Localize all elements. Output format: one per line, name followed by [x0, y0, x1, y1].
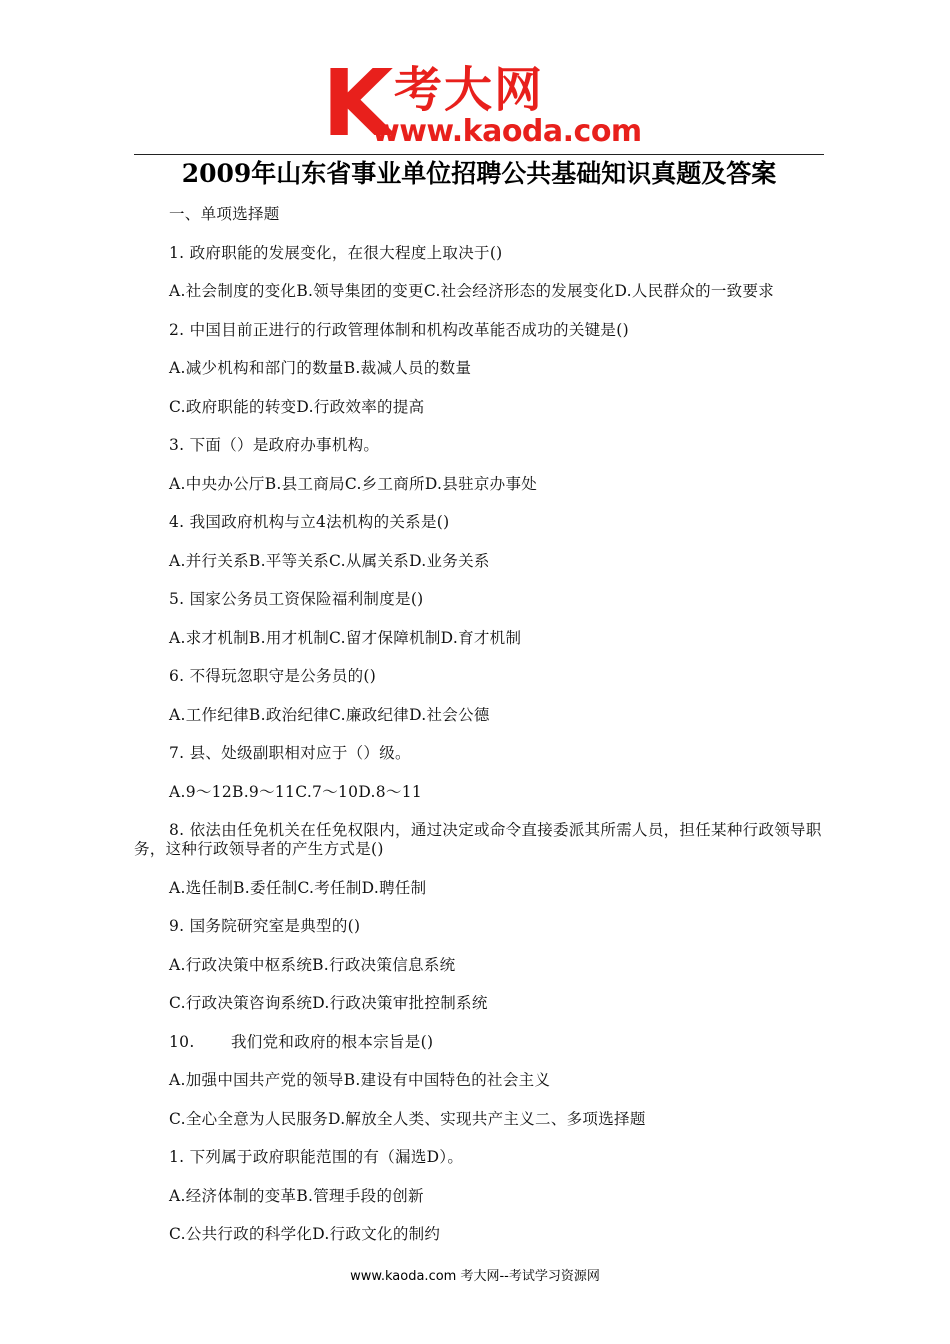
question-7-options: A.9～12B.9～11C.7～10D.8～11: [169, 782, 423, 801]
question-10-text: 我们党和政府的根本宗旨是(): [231, 1032, 434, 1051]
question-3-options: A.中央办公厅B.县工商局C.乡工商所D.县驻京办事处: [169, 474, 538, 493]
page-footer: www.kaoda.com 考大网--考试学习资源网: [350, 1269, 600, 1284]
multi-question-1: 1. 下列属于政府职能范围的有（漏选D）。: [169, 1148, 464, 1166]
question-9-options-cd: C.行政决策咨询系统D.行政决策审批控制系统: [169, 994, 488, 1012]
question-10-options-ab: A.加强中国共产党的领导B.建设有中国特色的社会主义: [169, 1071, 551, 1089]
question-10-number: 10.: [169, 1032, 195, 1051]
document-title: 2009年山东省事业单位招聘公共基础知识真题及答案: [181, 159, 777, 188]
question-1-options: A.社会制度的变化B.领导集团的变更C.社会经济形态的发展变化D.人民群众的一致要求: [169, 282, 775, 300]
question-2: 2. 中国目前正进行的行政管理体制和机构改革能否成功的关键是(): [169, 320, 629, 339]
document-body: [134, 200, 824, 1259]
question-1: 1. 政府职能的发展变化，在很大程度上取决于(): [169, 243, 503, 262]
question-7: 7. 县、处级副职相对应于（）级。: [169, 744, 411, 762]
question-10-options-cd: C.全心全意为人民服务D.解放全人类、实现共产主义二、多项选择题: [169, 1109, 646, 1128]
question-2-options-ab: A.减少机构和部门的数量B.裁减人员的数量: [169, 359, 472, 377]
question-2-options-cd: C.政府职能的转变D.行政效率的提高: [169, 397, 425, 416]
question-6: 6. 不得玩忽职守是公务员的(): [169, 667, 377, 685]
question-4-options: A.并行关系B.平等关系C.从属关系D.业务关系: [169, 551, 490, 570]
question-8-options: A.选任制B.委任制C.考任制D.聘任制: [169, 878, 427, 897]
question-10: [134, 1028, 824, 1067]
logo-brand-name: 考大网: [394, 62, 545, 118]
multi-question-1-options-ab: A.经济体制的变革B.管理手段的创新: [169, 1186, 424, 1205]
question-4: 4. 我国政府机构与立4法机构的关系是(): [169, 513, 450, 531]
logo-k-mark: K: [322, 50, 390, 157]
kaoda-logo: [322, 50, 652, 157]
section-heading: 一、单项选择题: [169, 205, 280, 223]
question-9: 9. 国务院研究室是典型的(): [169, 917, 361, 935]
question-3: 3. 下面（）是政府办事机构。: [169, 436, 380, 454]
logo-url: www.kaoda.com: [372, 114, 642, 149]
question-6-options: A.工作纪律B.政治纪律C.廉政纪律D.社会公德: [169, 705, 490, 724]
question-8: 8. 依法由任免机关在任免权限内，通过决定或命令直接委派其所需人员，担任某种行政领导职务，这种行政领导者的产生方式是(): [134, 821, 822, 858]
question-5: 5. 国家公务员工资保险福利制度是(): [169, 590, 424, 608]
header-divider: [134, 154, 824, 155]
question-9-options-ab: A.行政决策中枢系统B.行政决策信息系统: [169, 955, 456, 974]
question-5-options: A.求才机制B.用才机制C.留才保障机制D.育才机制: [169, 628, 522, 647]
multi-question-1-options-cd: C.公共行政的科学化D.行政文化的制约: [169, 1225, 441, 1243]
